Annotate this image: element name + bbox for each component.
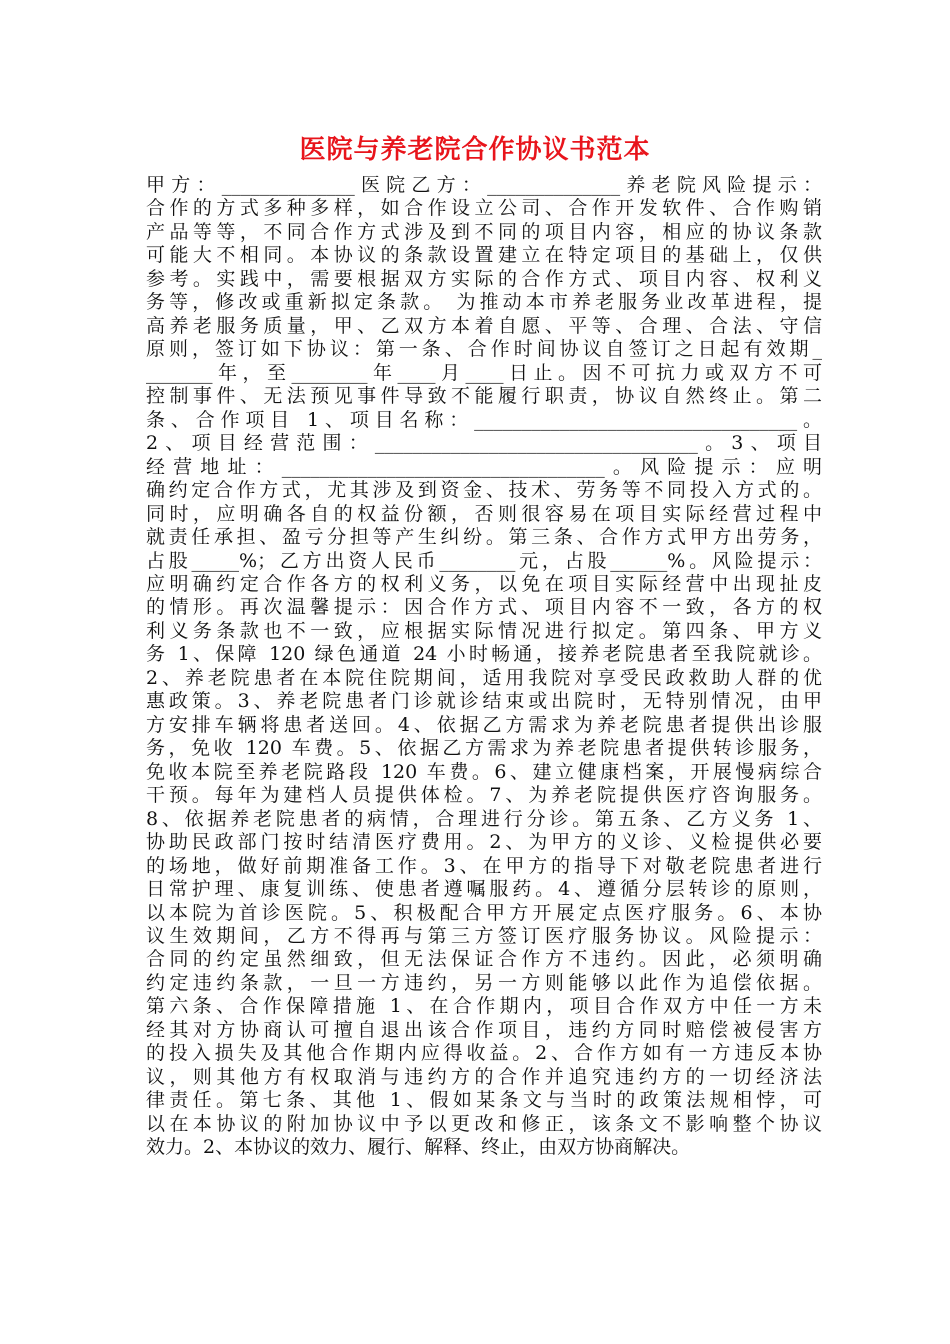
body-text-line: 以在本协议的附加协议中予以更改和修正，该条文不影响整个协议 bbox=[146, 1112, 822, 1135]
body-text-line: 经其对方协商认可擅自退出该合作项目，违约方同时赔偿被侵害方 bbox=[146, 1018, 822, 1041]
body-text-line: 原则，签订如下协议：第一条、合作时间协议自签订之日起有效期_ bbox=[146, 338, 822, 361]
body-text-line: 2、养老院患者在本院住院期间，适用我院对享受民政救助人群的优 bbox=[146, 666, 822, 689]
body-text-line: 务等，修改或重新拟定条款。 为推动本市养老服务业改革进程，提 bbox=[146, 291, 822, 314]
body-text-line: 日常护理、康复训练、使患者遵嘱服药。4、遵循分层转诊的原则， bbox=[146, 878, 822, 901]
body-text-line: 惠政策。3、养老院患者门诊就诊结束或出院时，无特别情况，由甲 bbox=[146, 690, 822, 713]
body-text-line: 同时，应明确各自的权益份额，否则很容易在项目实际经营过程中 bbox=[146, 502, 822, 525]
document-title: 医院与养老院合作协议书范本 bbox=[299, 135, 651, 165]
body-text-line: 协助民政部门按时结清医疗费用。2、为甲方的义诊、义检提供必要 bbox=[146, 831, 822, 854]
body-text-line: 2、项目经营范围：__________________________________。3、项目 bbox=[146, 432, 822, 455]
body-text-line: 确约定合作方式，尤其涉及到资金、技术、劳务等不同投入方式的。 bbox=[146, 479, 822, 502]
body-text-line: 条、合作项目 1、项目名称：__________________________________。 bbox=[146, 408, 822, 431]
document-body bbox=[146, 174, 822, 1160]
body-text-line: 律责任。第七条、其他 1、假如某条文与当时的政策法规相悖，可 bbox=[146, 1089, 822, 1112]
body-text-line: 议，则其他方有权取消与违约方的合作并追究违约方的一切经济法 bbox=[146, 1065, 822, 1088]
body-text-line: 议生效期间，乙方不得再与第三方签订医疗服务协议。风险提示： bbox=[146, 925, 822, 947]
body-text-line: 产品等等，不同合作方式涉及到不同的项目内容，相应的协议条款 bbox=[146, 220, 822, 243]
body-text-line: 以本院为首诊医院。5、积极配合甲方开展定点医疗服务。6、本协 bbox=[146, 901, 822, 924]
body-text-line: 可能大不相同。本协议的条款设置建立在特定项目的基础上，仅供 bbox=[146, 244, 822, 267]
body-text-line: 干预。每年为建档人员提供体检。7、为养老院提供医疗咨询服务。 bbox=[146, 784, 822, 807]
body-text-line: 的投入损失及其他合作期内应得收益。2、合作方如有一方违反本协 bbox=[146, 1042, 822, 1065]
body-text-line: _______年，至________年____月____日止。因不可抗力或双方不可 bbox=[146, 361, 822, 384]
body-text-line: 参考。实践中，需要根据双方实际的合作方式、项目内容、权利义 bbox=[146, 267, 822, 290]
body-text-line: 务 1、保障 120 绿色通道 24 小时畅通，接养老院患者至我院就诊。 bbox=[146, 643, 822, 666]
body-text-line: 经营地址：__________________________________。风险提示：应明 bbox=[146, 455, 822, 478]
body-text-line: 应明确约定合作各方的权利义务，以免在项目实际经营中出现扯皮 bbox=[146, 572, 822, 595]
body-text-line: 合作的方式多种多样，如合作设立公司、合作开发软件、合作购销 bbox=[146, 197, 822, 220]
body-text-line: 效力。2、本协议的效力、履行、解释、终止，由双方协商解决。 bbox=[146, 1136, 691, 1159]
body-text-line: 甲方：______________医院乙方：______________养老院风险提示： bbox=[146, 174, 822, 196]
body-text-line: 利义务条款也不一致，应根据实际情况进行拟定。第四条、甲方义 bbox=[146, 619, 822, 642]
body-text-line: 的情形。再次温馨提示：因合作方式、项目内容不一致，各方的权 bbox=[146, 596, 822, 619]
body-text-line: 占股_____%；乙方出资人民币________元，占股______%。风险提示： bbox=[146, 549, 822, 572]
body-text-line: 第六条、合作保障措施 1、在合作期内，项目合作双方中任一方未 bbox=[146, 995, 822, 1018]
body-text-line: 约定违约条款，一旦一方违约，另一方则能够以此作为追偿依据。 bbox=[146, 971, 822, 994]
body-text-line: 的场地，做好前期准备工作。3、在甲方的指导下对敬老院患者进行 bbox=[146, 854, 822, 877]
body-text-line: 免收本院至养老院路段 120 车费。6、建立健康档案，开展慢病综合 bbox=[146, 760, 822, 783]
body-text-line: 方安排车辆将患者送回。4、依据乙方需求为养老院患者提供出诊服 bbox=[146, 713, 822, 736]
body-text-line: 合同的约定虽然细致，但无法保证合作方不违约。因此，必须明确 bbox=[146, 948, 822, 971]
body-text-line: 就责任承担、盈亏分担等产生纠纷。第三条、合作方式甲方出劳务， bbox=[146, 526, 822, 549]
body-text-line: 高养老服务质量，甲、乙双方本着自愿、平等、合理、合法、守信 bbox=[146, 314, 822, 337]
body-text-line: 控制事件、无法预见事件导致不能履行职责，协议自然终止。第二 bbox=[146, 385, 822, 408]
body-text-line: 务，免收 120 车费。5、依据乙方需求为养老院患者提供转诊服务， bbox=[146, 737, 822, 760]
body-text-line: 8、依据养老院患者的病情，合理进行分诊。第五条、乙方义务 1、 bbox=[146, 807, 822, 830]
